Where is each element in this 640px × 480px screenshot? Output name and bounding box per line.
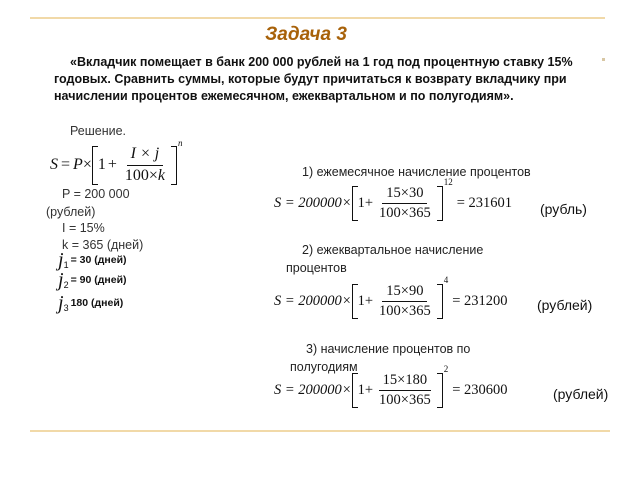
case1-exponent: 12 [443,176,453,187]
formula-den-a: 100× [124,166,158,184]
case1-label: 1) ежемесячное начисление процентов [302,165,531,179]
case3-fraction [375,373,435,408]
formula-fraction [121,146,169,185]
case1-bracket [352,186,443,221]
formula-p: P [73,156,83,174]
slide-title: Задача 3 [265,24,347,45]
case2-unit: (рублей) [537,297,593,313]
j3-symbol: j [58,292,64,314]
case3-unit: (рублей) [553,386,609,402]
top-rule-dot [602,58,605,61]
case1-result: = 231601 [456,195,513,212]
case2-fraction [375,284,435,319]
solution-label: Решение. [70,124,127,138]
formula-bracket [92,146,177,185]
case3-one: 1+ [357,382,374,399]
j3-subscript: 3 [63,303,69,313]
formula-eq: = [61,156,71,174]
param-p: P = 200 000 [62,187,130,201]
case2-denominator: 100×365 [379,303,431,320]
formula-one: 1 [97,156,106,174]
case2-result: = 231200 [452,293,508,310]
top-rule [30,17,605,19]
j1-subscript: 1 [63,260,69,270]
case2-formula [274,274,508,320]
case3-exponent: 2 [443,363,449,374]
case2-label-line2: процентов [286,261,347,275]
formula-denominator [121,166,169,185]
formula-times: × [82,156,92,174]
case1-formula [274,176,513,222]
j2-value: = 90 (дней) [70,274,127,286]
case2-exponent: 4 [443,274,449,285]
formula-plus: + [107,156,117,174]
case3-label-line1: 3) начисление процентов по [306,342,471,356]
formula-den-k: k [157,166,166,184]
j2-symbol: j [58,269,64,291]
j3-value: 180 (дней) [70,297,124,309]
param-p-unit: (рублей) [46,205,96,219]
case3-denominator: 100×365 [379,392,431,409]
case2-numerator: 15×90 [382,284,427,302]
j1-value: = 30 (дней) [70,254,127,266]
formula-s: S [50,156,58,174]
case1-one: 1+ [357,195,374,212]
formula-numerator: I × j [127,146,164,166]
main-formula [50,138,183,185]
param-j2 [58,270,127,290]
case1-denominator: 100×365 [379,205,431,222]
j2-subscript: 2 [63,280,69,290]
param-j1 [58,250,127,270]
problem-statement: «Вкладчик помещает в банк 200 000 рублей на 1 год под процентную ставку 15% годовых. Сравнить суммы, которые будут причитаться к возврату вкладчику при начислении процентов ежемесячном, ежеквартальном и по полугодиям». [54,55,573,103]
case3-lhs: S = 200000× [274,382,352,399]
case1-fraction [375,186,435,221]
param-i: I = 15% [62,221,105,235]
case1-numerator: 15×30 [382,186,427,204]
case3-bracket [352,373,443,408]
case3-numerator: 15×180 [379,373,431,391]
param-j3 [58,293,123,313]
j1-symbol: j [58,249,64,271]
case2-label-line1: 2) ежеквартальное начисление [302,243,484,257]
param-k: k = 365 (дней) [62,238,144,252]
case2-lhs: S = 200000× [274,293,352,310]
case3-result: = 230600 [452,382,508,399]
case1-unit: (рубль) [540,201,587,217]
formula-exponent: n [178,138,183,149]
case1-lhs: S = 200000× [274,195,352,212]
case2-one: 1+ [357,293,374,310]
bottom-rule [30,430,610,432]
case3-label-line2: полугодиям [290,360,358,374]
case2-bracket [352,284,443,319]
